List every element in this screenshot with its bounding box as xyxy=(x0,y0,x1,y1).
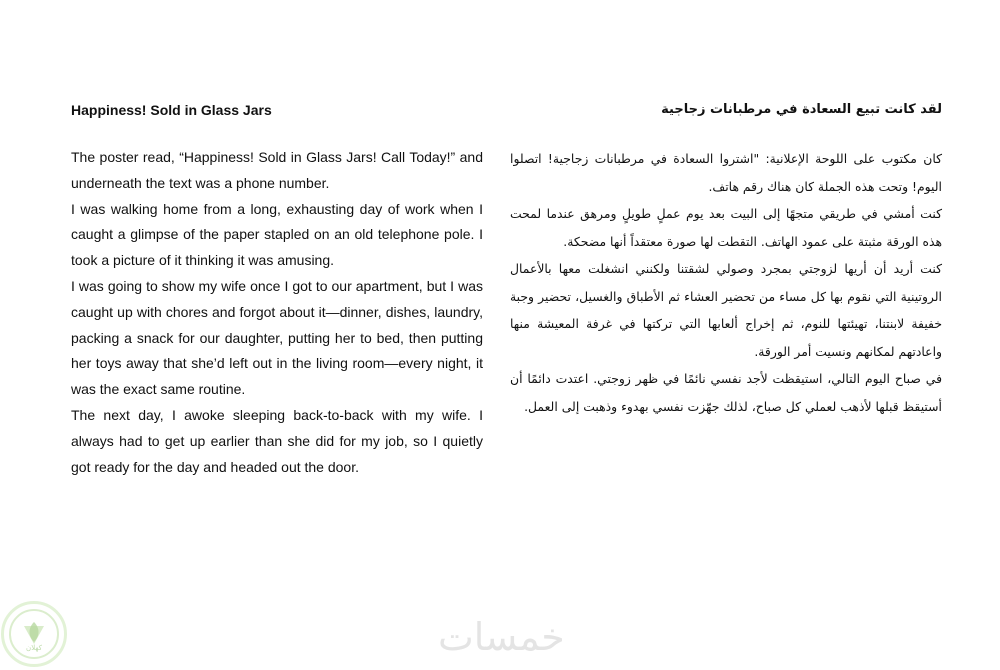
arabic-paragraph-3: كنت أريد أن أريها لزوجتي بمجرد وصولي لشقتنا ولكنني انشغلت معها بالأعمال الروتينية التي نقوم بها كل مساء من تحضير العشاء ثم الأطباق والغسيل، تحضير وجبة خفيفة لابنتنا، تهيئتها للنوم، ثم إخراج ألعابها التي تركتها في غرفة المعيشة منها واعادتهم لمكانهم ونسيت أمر الورقة. xyxy=(510,261,942,359)
arabic-title: لقد كانت تبيع السعادة في مرطبانات زجاجية xyxy=(661,102,942,117)
english-title: Happiness! Sold in Glass Jars xyxy=(71,102,272,118)
english-paragraph-4: The next day, I awoke sleeping back-to-back with my wife. I always had to get up earlier than she did for my job, so I quietly got ready for the day and headed out the door. xyxy=(71,406,483,475)
english-paragraph-1: The poster read, “Happiness! Sold in Glass Jars! Call Today!” and underneath the text was a phone number. xyxy=(71,149,483,191)
english-column xyxy=(71,101,483,480)
arabic-body xyxy=(510,145,942,420)
english-body xyxy=(71,145,483,480)
logo-text: كهلان xyxy=(26,644,42,652)
english-paragraph-2: I was walking home from a long, exhausting day of work when I caught a glimpse of the paper stapled on an old telephone pole. I took a picture of it thinking it was amusing. xyxy=(71,200,483,269)
english-paragraph-3: I was going to show my wife once I got to our apartment, but I was caught up with chores and forgot about it—dinner, dishes, laundry, packing a snack for our daughter, putting her to bed, then putting her toys away that she’d left out in the living room—every night, it was the exact same routine. xyxy=(71,277,483,398)
watermark: خمسات xyxy=(438,615,565,659)
arabic-paragraph-4: في صباح اليوم التالي، استيقظت لأجد نفسي نائمًا في ظهر زوجتي. اعتدت دائمًا أن أستيقظ قبلها لأذهب لعملي كل صباح، لذلك جهّزت نفسي بهدوء وذهبت إلى العمل. xyxy=(510,371,942,414)
logo-seal xyxy=(1,601,67,667)
leaf-icon xyxy=(4,604,64,664)
arabic-paragraph-1: كان مكتوب على اللوحة الإعلانية: "اشتروا السعادة في مرطبانات زجاجية! اتصلوا اليوم! وتحت هذه الجملة كان هناك رقم هاتف. xyxy=(510,151,942,194)
arabic-column xyxy=(510,101,942,420)
arabic-paragraph-2: كنت أمشي في طريقي متجهًا إلى البيت بعد يوم عملٍ طويلٍ ومرهق عندما لمحت هذه الورقة مثبتة على عمود الهاتف. التقطت لها صورة معتقداً أنها مضحكة. xyxy=(510,206,942,249)
